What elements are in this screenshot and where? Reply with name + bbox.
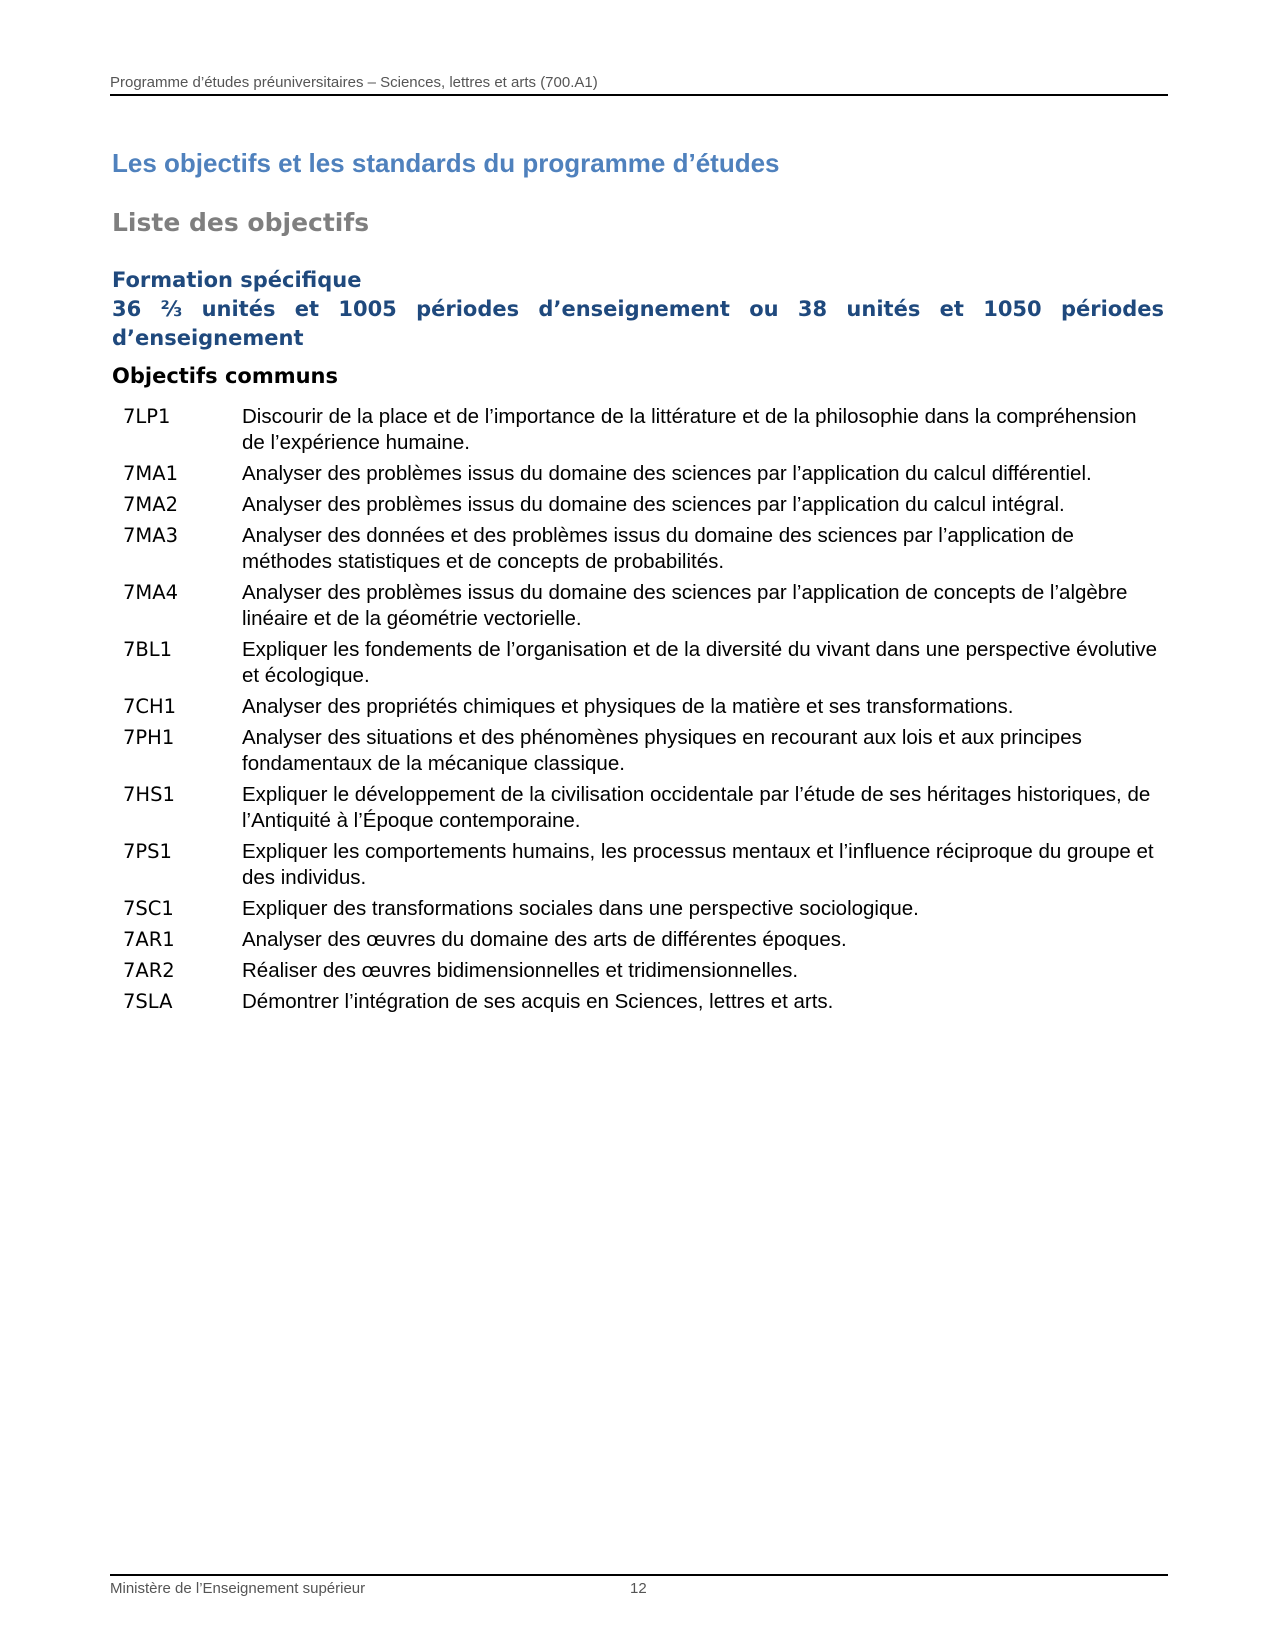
objective-row <box>123 404 1163 456</box>
objective-text: Discourir de la place et de l’importance de la littérature et de la philosophie dans la compréhension de l’expérience humaine. <box>242 405 1137 454</box>
objective-code: 7PS1 <box>123 840 172 863</box>
objective-text: Expliquer les fondements de l’organisation et de la diversité du vivant dans une perspective évolutive et écologique. <box>242 638 1158 687</box>
objective-code: 7PH1 <box>123 726 175 749</box>
objective-row <box>123 523 1163 575</box>
objective-text: Analyser des problèmes issus du domaine des sciences par l’application du calcul intégral. <box>242 493 1065 516</box>
page-footer <box>110 1574 1168 1597</box>
page-number: 12 <box>630 1580 647 1597</box>
objective-text: Analyser des propriétés chimiques et physiques de la matière et ses transformations. <box>242 695 1014 718</box>
objective-row <box>123 725 1163 777</box>
objective-code: 7MA2 <box>123 493 178 516</box>
objective-row <box>123 958 1163 984</box>
formation-block <box>112 266 1164 353</box>
objective-code: 7LP1 <box>123 405 171 428</box>
objective-text: Analyser des données et des problèmes issus du domaine des sciences par l’application de méthodes statistiques et de concepts de probabilités. <box>242 524 1074 573</box>
objective-text: Analyser des problèmes issus du domaine des sciences par l’application de concepts de l’algèbre linéaire et de la géométrie vectorielle. <box>242 581 1128 630</box>
objective-text: Analyser des œuvres du domaine des arts de différentes époques. <box>242 928 847 951</box>
objective-row <box>123 927 1163 953</box>
objective-row <box>123 637 1163 689</box>
objectives-list <box>123 404 1163 1020</box>
objective-text: Réaliser des œuvres bidimensionnelles et tridimensionnelles. <box>242 959 799 982</box>
objective-code: 7AR2 <box>123 959 175 982</box>
objective-row <box>123 989 1163 1015</box>
objective-code: 7AR1 <box>123 928 175 951</box>
objective-row <box>123 839 1163 891</box>
objective-code: 7SC1 <box>123 897 174 920</box>
objective-text: Expliquer des transformations sociales dans une perspective sociologique. <box>242 897 919 920</box>
objective-code: 7MA3 <box>123 524 178 547</box>
page-title: Les objectifs et les standards du programme d’études <box>112 148 780 178</box>
objective-code: 7SLA <box>123 990 173 1013</box>
footer-ministry: Ministère de l’Enseignement supérieur <box>110 1580 366 1597</box>
section-heading: Objectifs communs <box>112 364 338 388</box>
objective-code: 7BL1 <box>123 638 173 661</box>
objective-text: Analyser des problèmes issus du domaine des sciences par l’application du calcul différentiel. <box>242 462 1092 485</box>
objective-code: 7MA4 <box>123 581 178 604</box>
objective-code: 7HS1 <box>123 783 175 806</box>
objective-text: Démontrer l’intégration de ses acquis en Sciences, lettres et arts. <box>242 990 834 1013</box>
objective-row <box>123 782 1163 834</box>
objective-row <box>123 492 1163 518</box>
objective-text: Analyser des situations et des phénomènes physiques en recourant aux lois et aux principes fondamentaux de la mécanique classique. <box>242 726 1082 775</box>
objective-row <box>123 461 1163 487</box>
formation-heading: Formation spécifique <box>112 268 362 292</box>
objective-code: 7MA1 <box>123 462 178 485</box>
running-header-title: Programme d’études préuniversitaires – Sciences, lettres et arts (700.A1) <box>110 74 598 91</box>
page-subtitle: Liste des objectifs <box>112 208 370 237</box>
running-header <box>110 74 1168 96</box>
objective-text: Expliquer les comportements humains, les processus mentaux et l’influence réciproque du groupe et des individus. <box>242 840 1154 889</box>
objective-code: 7CH1 <box>123 695 177 718</box>
formation-units: 36 ⅔ unités et 1005 périodes d’enseignement ou 38 unités et 1050 périodes d’enseignement <box>112 297 1164 350</box>
objective-row <box>123 694 1163 720</box>
objective-row <box>123 580 1163 632</box>
objective-row <box>123 896 1163 922</box>
objective-text: Expliquer le développement de la civilisation occidentale par l’étude de ses héritages historiques, de l’Antiquité à l’Époque contemporaine. <box>242 783 1151 832</box>
